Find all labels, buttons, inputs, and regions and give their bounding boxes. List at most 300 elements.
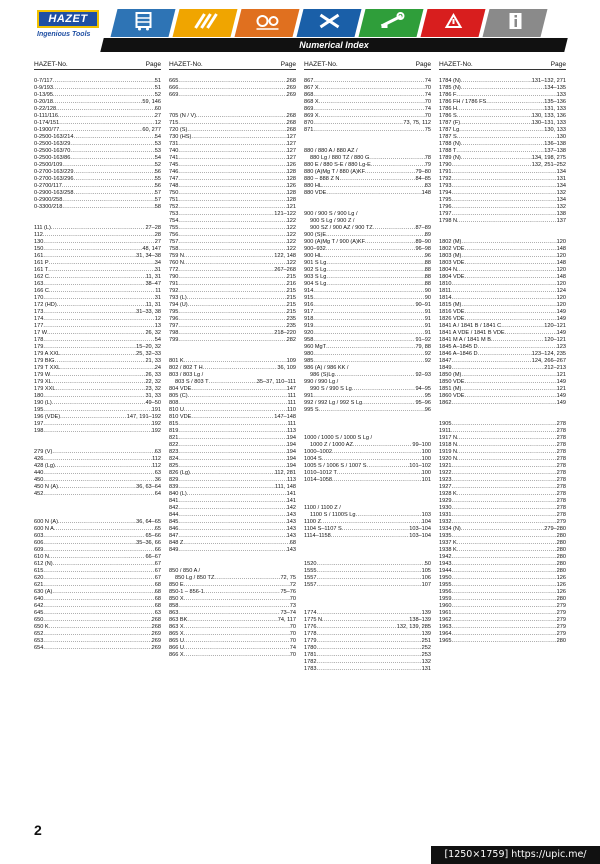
leader-dots: [53, 99, 142, 106]
leader-dots: [56, 106, 155, 113]
index-entry: [34, 148, 161, 155]
entry-page: 96–98: [415, 246, 431, 252]
entry-number: 1789 (N): [439, 155, 461, 161]
entry-number: 792: [169, 288, 179, 294]
leader-dots: [55, 358, 146, 365]
index-entry: [304, 386, 431, 393]
category-tab-7[interactable]: [483, 9, 548, 37]
index-entry: [304, 631, 431, 638]
entry-page: 280: [556, 547, 566, 553]
entry-page: 91: [424, 330, 431, 336]
entry-number: 793 (L): [169, 295, 187, 301]
entry-page: 123–124, 235: [531, 351, 566, 357]
index-entry: [439, 218, 566, 225]
leader-dots: [43, 540, 136, 547]
index-entry: [34, 393, 161, 400]
entry-page: 122: [286, 232, 296, 238]
index-entry: [34, 197, 161, 204]
category-tab-5[interactable]: [359, 9, 424, 37]
spacer: [34, 211, 161, 218]
entry-number: 900 S Lg / 900 Z /: [310, 218, 355, 224]
entry-page: 279: [556, 610, 566, 616]
index-entry: [439, 379, 566, 386]
entry-number: 1961: [439, 610, 452, 616]
index-entry: [304, 260, 431, 267]
index-entry: [304, 316, 431, 323]
leader-dots: [505, 330, 557, 337]
leader-dots: [178, 610, 280, 617]
leader-dots: [43, 295, 154, 302]
leader-dots: [316, 624, 396, 631]
leader-dots: [459, 127, 544, 134]
entry-page: 121: [286, 204, 296, 210]
entry-number: 130: [34, 239, 44, 245]
index-entry: [34, 232, 161, 239]
entry-page: 280: [556, 638, 566, 644]
entry-number: 865 X: [169, 631, 184, 637]
entry-page: 279: [556, 519, 566, 525]
entry-number: 190 (L): [34, 400, 52, 406]
index-entry: [169, 638, 296, 645]
leader-dots: [74, 169, 155, 176]
entry-number: 755: [169, 225, 179, 231]
category-tab-2[interactable]: [173, 9, 238, 37]
index-entry: [34, 267, 161, 274]
entry-number: 796: [169, 316, 179, 322]
entry-number: 1787 (F): [439, 120, 461, 126]
category-tab-3[interactable]: [235, 9, 300, 37]
entry-page: 128: [286, 169, 296, 175]
entry-page: 105: [421, 568, 431, 574]
leader-dots: [178, 190, 286, 197]
leader-dots: [456, 92, 556, 99]
entry-page: 95: [424, 393, 431, 399]
leader-dots: [178, 512, 286, 519]
entry-number: 844: [169, 512, 179, 518]
entry-number: 747: [169, 176, 179, 182]
entry-number: 752: [169, 204, 179, 210]
leader-dots: [465, 309, 557, 316]
entry-page: 26, 33: [145, 372, 161, 378]
entry-number: 753: [169, 211, 179, 217]
index-entry: [304, 358, 431, 365]
entry-number: 1786 H: [439, 106, 458, 112]
entry-page: 128: [286, 176, 296, 182]
entry-page: 57: [154, 197, 161, 203]
leader-dots: [187, 617, 277, 624]
entry-page: 83: [424, 183, 431, 189]
index-entry: [34, 337, 161, 344]
category-tab-1[interactable]: [111, 9, 176, 37]
header-page: Page: [415, 61, 431, 68]
entry-page: 104: [421, 519, 431, 525]
index-entry: [439, 526, 566, 533]
entry-number: 880 (A)Mg T / 880 (A)KF: [304, 169, 366, 175]
entry-number: 866 U: [169, 645, 184, 651]
tool-trolley-icon: [129, 11, 157, 36]
leader-dots: [43, 344, 136, 351]
entry-page: 280: [556, 554, 566, 560]
entry-number: 850 / 850 A /: [169, 568, 201, 574]
index-entry: [439, 316, 566, 323]
leader-dots: [313, 120, 403, 127]
entry-page: 139: [421, 610, 431, 616]
entry-page: 31–33, 38: [136, 309, 161, 315]
entry-number: 802 / 802 T H: [169, 365, 203, 371]
entry-page: 92: [424, 351, 431, 357]
leader-dots: [451, 169, 556, 176]
entry-page: 280: [556, 561, 566, 567]
category-tab-6[interactable]: [421, 9, 486, 37]
entry-page: 23, 32: [145, 386, 161, 392]
leader-dots: [178, 603, 289, 610]
entry-page: 134: [556, 197, 566, 203]
entry-page: 70: [289, 624, 296, 630]
spacer: [304, 197, 431, 204]
entry-number: 900 HL: [304, 253, 323, 259]
entry-page: 147–148: [274, 414, 296, 420]
entry-page: 194: [286, 463, 296, 469]
index-entry: [439, 120, 566, 127]
entry-number: 901 S Lg: [304, 260, 327, 266]
index-entry: [304, 323, 431, 330]
spacer: [439, 414, 566, 421]
index-entry: [169, 526, 296, 533]
index-entry: [304, 232, 431, 239]
entry-number: 163: [34, 281, 44, 287]
leader-dots: [457, 456, 557, 463]
index-entry: [304, 274, 431, 281]
entry-number: 880 – 888 Z N: [304, 176, 340, 182]
entry-number: 1920 N: [439, 456, 458, 462]
column-header: [169, 60, 296, 70]
entry-page: 253: [421, 652, 431, 658]
entry-page: 101: [421, 477, 431, 483]
entry-number: 603: [34, 533, 44, 539]
leader-dots: [313, 302, 415, 309]
entry-page: 126: [556, 582, 566, 588]
entry-number: 179 W: [34, 372, 51, 378]
index-entry: [169, 148, 296, 155]
entry-number: 161: [34, 253, 44, 259]
entry-page: 131: [421, 666, 431, 672]
entry-number: 795: [169, 309, 179, 315]
entry-page: 280: [556, 533, 566, 539]
entry-page: 278: [556, 435, 566, 441]
entry-number: 0-7/117: [34, 78, 53, 84]
leader-dots: [178, 274, 286, 281]
entry-number: 600 N A: [34, 526, 54, 532]
index-entry: [34, 575, 161, 582]
leader-dots: [178, 92, 286, 99]
leader-dots: [43, 428, 151, 435]
entry-number: 1963: [439, 624, 452, 630]
leader-dots: [319, 407, 425, 414]
entry-page: 53: [154, 148, 161, 154]
leader-dots: [47, 330, 145, 337]
index-entry: [34, 274, 161, 281]
entry-page: 127: [286, 141, 296, 147]
index-entry: [34, 120, 161, 127]
index-entry: [439, 603, 566, 610]
leader-dots: [57, 302, 146, 309]
index-entry: [169, 316, 296, 323]
index-entry: [34, 260, 161, 267]
entry-number: 0-2500-163/29: [34, 141, 71, 147]
entry-page: 127: [286, 134, 296, 140]
leader-dots: [178, 505, 286, 512]
special-tools-icon: [437, 11, 469, 36]
entry-number: 1555: [304, 568, 317, 574]
index-entry: [34, 449, 161, 456]
leader-dots: [369, 155, 424, 162]
leader-dots: [457, 435, 557, 442]
index-entry: [439, 547, 566, 554]
entry-number: 1962: [439, 617, 452, 623]
entry-page: 134, 198, 275: [531, 155, 566, 161]
leader-dots: [457, 491, 557, 498]
entry-page: 11, 31: [145, 302, 161, 308]
entry-number: 1944: [439, 568, 452, 574]
entry-number: 0-2900/258: [34, 197, 63, 203]
leader-dots: [478, 344, 557, 351]
leader-dots: [184, 596, 290, 603]
leader-dots: [178, 176, 286, 183]
index-entry: [169, 624, 296, 631]
leader-dots: [178, 435, 286, 442]
entry-number: 730 (HS): [169, 134, 192, 140]
leader-dots: [316, 666, 421, 673]
entry-page: 68: [154, 582, 161, 588]
leader-dots: [70, 141, 154, 148]
index-entry: [304, 533, 431, 540]
leader-dots: [43, 617, 151, 624]
entry-page: 123: [556, 344, 566, 350]
index-entry: [304, 407, 431, 414]
entry-number: 819: [169, 428, 179, 434]
leader-dots: [337, 470, 422, 477]
index-entry: [304, 211, 431, 218]
entry-page: 26, 32: [145, 330, 161, 336]
leader-dots: [43, 645, 151, 652]
entry-number: 916: [304, 302, 314, 308]
entry-page: 278: [556, 470, 566, 476]
entry-number: 180: [34, 393, 44, 399]
entry-number: 1816 VDE: [439, 309, 465, 315]
leader-dots: [49, 260, 155, 267]
index-entry: [169, 589, 296, 596]
leader-dots: [184, 631, 290, 638]
index-entry: [439, 449, 566, 456]
entry-page: 212–213: [544, 365, 566, 371]
entry-number: 0-2500-163/86: [34, 155, 71, 161]
entry-page: 215: [286, 274, 296, 280]
index-entry: [304, 456, 431, 463]
entry-page: 131, 133: [544, 106, 566, 112]
entry-page: 74: [424, 106, 431, 112]
entry-page: 63: [154, 610, 161, 616]
entry-page: 70: [289, 631, 296, 637]
leader-dots: [178, 449, 286, 456]
leader-dots: [461, 155, 532, 162]
index-entry: [169, 393, 296, 400]
entry-page: 70: [289, 638, 296, 644]
entry-number: 849: [169, 547, 179, 553]
entry-page: 54: [154, 134, 161, 140]
leader-dots: [326, 232, 425, 239]
index-entry: [439, 253, 566, 260]
index-entry: [304, 281, 431, 288]
leader-dots: [178, 211, 274, 218]
leader-dots: [59, 120, 155, 127]
entry-page: 268: [151, 617, 161, 623]
index-entry: [34, 603, 161, 610]
entry-page: 111: [287, 421, 296, 427]
entry-page: 131–132, 271: [531, 78, 566, 84]
leader-dots: [178, 85, 286, 92]
entry-number: 440: [34, 470, 44, 476]
entry-number: 880 E / 880 S-E / 880 Lg-E: [304, 162, 371, 168]
column-header: [304, 60, 431, 70]
index-entry: [439, 148, 566, 155]
entry-page: 280: [556, 540, 566, 546]
index-entry: [439, 204, 566, 211]
entry-page: 34: [154, 260, 161, 266]
entry-page: 21, 33: [145, 358, 161, 364]
entry-number: 1794: [439, 190, 452, 196]
leader-dots: [43, 337, 154, 344]
index-entry: [304, 127, 431, 134]
index-entry: [304, 155, 431, 162]
index-entry: [439, 344, 566, 351]
category-tab-4[interactable]: [297, 9, 362, 37]
leader-dots: [43, 582, 154, 589]
index-entry: [169, 337, 296, 344]
leader-dots: [451, 589, 556, 596]
index-entry: [304, 239, 431, 246]
entry-number: 179: [34, 344, 44, 350]
index-entry: [169, 281, 296, 288]
index-entry: [439, 358, 566, 365]
entry-number: 867: [304, 78, 314, 84]
entry-number: 179 XXL: [34, 386, 56, 392]
index-entry: [34, 190, 161, 197]
leader-dots: [332, 477, 422, 484]
entry-page: 89–90: [415, 239, 431, 245]
entry-page: 111: [287, 393, 296, 399]
leader-dots: [457, 449, 557, 456]
spacer: [304, 414, 431, 421]
entry-page: 149: [556, 393, 566, 399]
entry-number: 1950: [439, 575, 452, 581]
entry-page: 13: [154, 323, 161, 329]
entry-number: 992 / 992 Lg / 992 S Lg: [304, 400, 363, 406]
entry-number: 1965: [439, 638, 452, 644]
leader-dots: [43, 246, 142, 253]
entry-page: 68: [289, 540, 296, 546]
leader-dots: [451, 561, 556, 568]
leader-dots: [214, 575, 280, 582]
leader-dots: [451, 498, 556, 505]
index-entry: [439, 624, 566, 631]
leader-dots: [461, 85, 544, 92]
leader-dots: [208, 379, 256, 386]
leader-dots: [178, 533, 286, 540]
leader-dots: [316, 610, 421, 617]
index-entry: [304, 295, 431, 302]
entry-page: 127: [286, 148, 296, 154]
entry-number: 1795: [439, 197, 452, 203]
entry-number: 610 N: [34, 554, 49, 560]
index-entry: [439, 393, 566, 400]
entry-number: 111 (L): [34, 225, 51, 231]
index-entry: [169, 197, 296, 204]
leader-dots: [43, 568, 154, 575]
leader-dots: [465, 260, 557, 267]
index-entry: [169, 575, 296, 582]
index-entry: [169, 484, 296, 491]
index-entry: [169, 533, 296, 540]
index-entry: [34, 400, 161, 407]
entry-page: 149: [556, 316, 566, 322]
entry-number: 1774: [304, 610, 317, 616]
leader-dots: [456, 148, 544, 155]
entry-number: 1782: [304, 659, 317, 665]
index-entry: [439, 106, 566, 113]
spacer: [439, 407, 566, 414]
spacer: [439, 225, 566, 232]
entry-number: 803 / 803 Lg /: [169, 372, 204, 378]
entry-number: 1803 VDE: [439, 260, 465, 266]
leader-dots: [457, 106, 544, 113]
index-column: [169, 60, 296, 673]
leader-dots: [313, 316, 424, 323]
index-entry: [439, 260, 566, 267]
header-page: Page: [280, 61, 296, 68]
entry-number: 1934 (N): [439, 526, 461, 532]
entry-number: 985: [304, 358, 314, 364]
index-entry: [169, 127, 296, 134]
entry-number: 174: [34, 316, 44, 322]
entry-page: 67: [154, 575, 161, 581]
socket-set-icon: [251, 11, 283, 36]
entry-page: 65–66: [145, 533, 161, 539]
entry-number: 0-2700/117: [34, 183, 62, 189]
entry-number: 918: [304, 316, 314, 322]
index-entry: [439, 386, 566, 393]
entry-number: 815: [169, 421, 179, 427]
entry-page: 99–100: [412, 442, 431, 448]
index-entry: [304, 162, 431, 169]
entry-page: 25, 32–33: [136, 351, 161, 357]
leader-dots: [451, 400, 556, 407]
entry-page: 192: [151, 421, 161, 427]
entry-page: 91–92: [415, 337, 431, 343]
leader-dots: [319, 99, 425, 106]
entry-page: 60: [154, 106, 161, 112]
entry-number: 869: [304, 106, 314, 112]
entry-page: 121–122: [274, 211, 296, 217]
spacer: [34, 435, 161, 442]
entry-number: 1100 Z: [304, 519, 321, 525]
entry-page: 79, 88: [415, 344, 431, 350]
entry-page: 78: [424, 155, 431, 161]
index-entry: [439, 141, 566, 148]
entry-page: 58: [154, 204, 161, 210]
entry-page: 120: [556, 302, 566, 308]
index-entry: [304, 288, 431, 295]
pliers-icon: [313, 11, 345, 36]
